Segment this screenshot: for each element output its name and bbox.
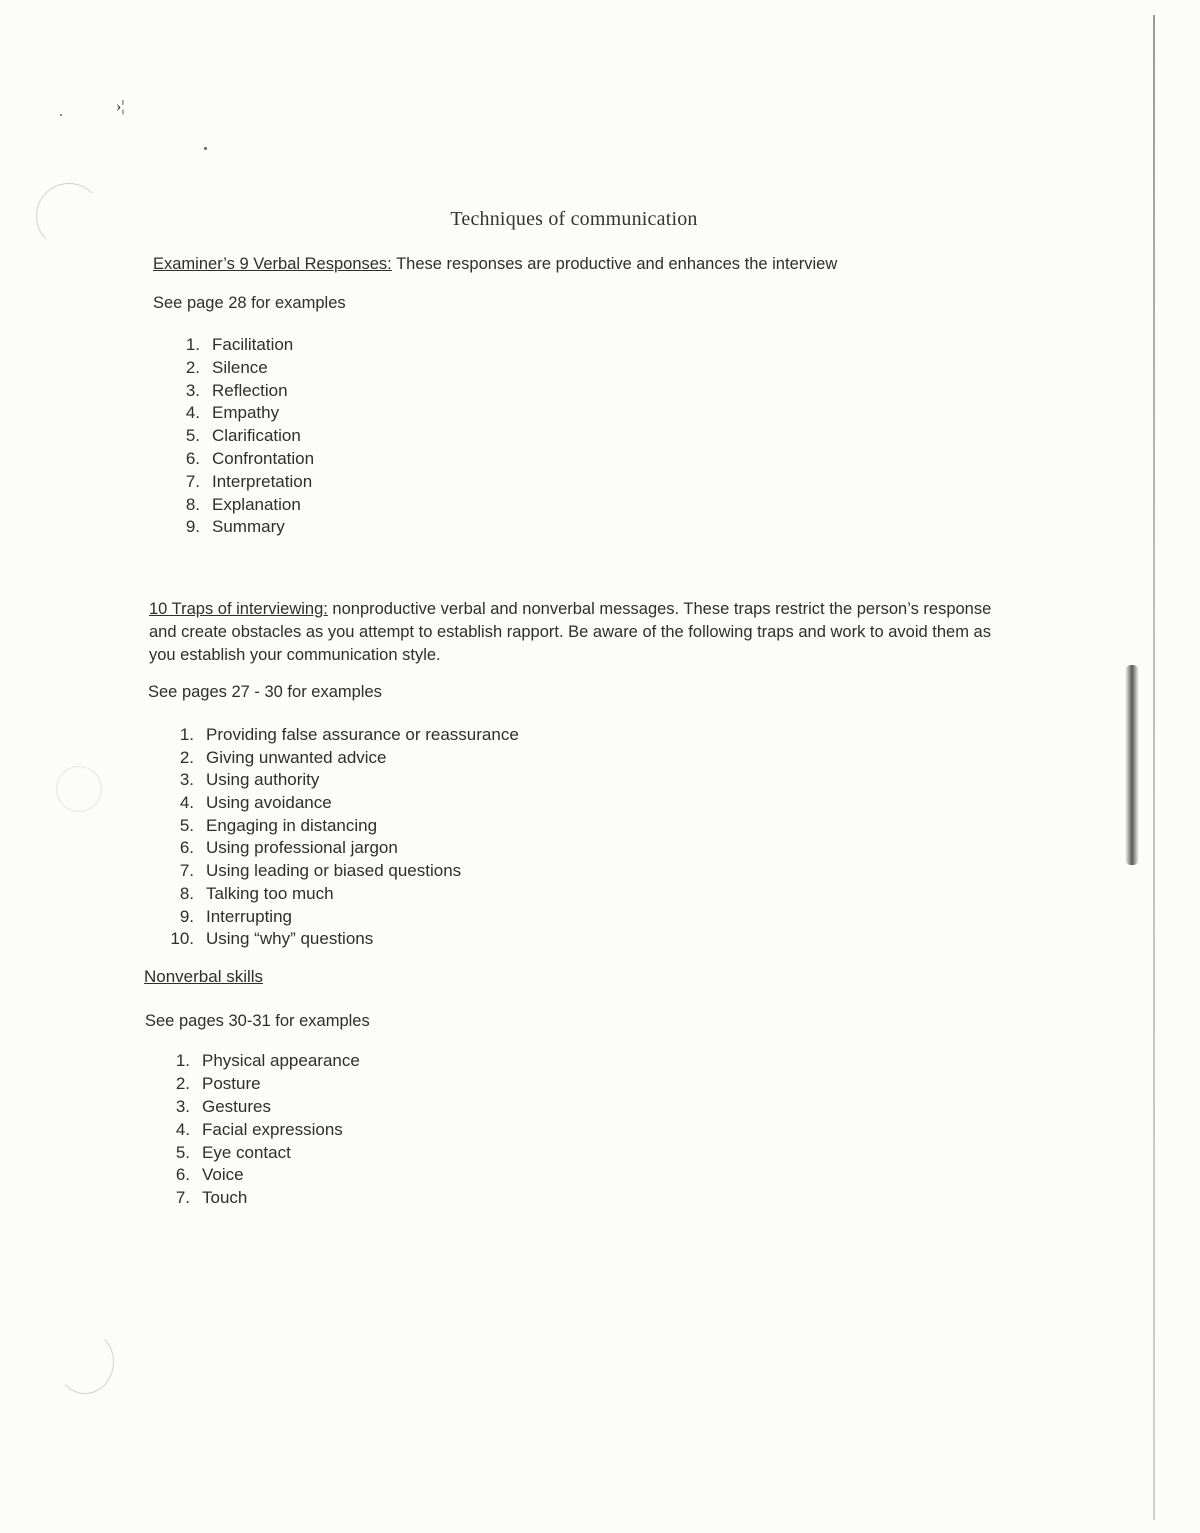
list-item-number: 10.	[170, 929, 194, 949]
list-item-label: Facilitation	[212, 335, 294, 354]
list-item-number: 6.	[175, 1165, 190, 1185]
list-item-number: 8.	[185, 494, 200, 514]
list-item	[158, 1073, 360, 1096]
section1-see-pages: See page 28 for examples	[153, 294, 346, 312]
list-item	[168, 334, 314, 357]
list-item-number: 5.	[175, 1142, 190, 1162]
list-item-label: Confrontation	[212, 448, 315, 468]
list-item-label: Interpretation	[212, 471, 313, 491]
list-item-label: Engaging in distancing	[206, 815, 378, 835]
list-item	[162, 792, 519, 815]
list-item-label: Facial expressions	[202, 1119, 343, 1139]
stray-pen-mark: ›¦	[116, 98, 125, 115]
section2-intro	[149, 598, 1009, 667]
list-item	[162, 724, 519, 747]
list-item-number: 1.	[175, 1051, 190, 1070]
list-item-number: 3.	[175, 1096, 190, 1116]
list-item-number: 4.	[185, 403, 200, 423]
list-item-number: 7.	[175, 1188, 190, 1208]
list-item	[162, 928, 519, 951]
hole-punch-mark	[56, 766, 102, 812]
list-item-label: Summary	[212, 517, 285, 537]
section3-heading: Nonverbal skills	[144, 967, 264, 986]
list-item-label: Talking too much	[206, 883, 334, 903]
list-item-number: 3.	[185, 380, 200, 400]
list-item-number: 7.	[185, 471, 200, 491]
list-item-label: Explanation	[212, 494, 301, 514]
list-item-number: 8.	[179, 883, 194, 903]
verbal-responses-list	[168, 334, 314, 539]
list-item-label: Using authority	[206, 770, 320, 790]
list-item-label: Silence	[212, 357, 268, 377]
list-item	[168, 357, 314, 380]
list-item	[158, 1096, 360, 1119]
list-item-number: 5.	[185, 426, 200, 446]
section1-heading: Examiner’s 9 Verbal Responses:	[153, 255, 392, 273]
list-item-label: Using leading or biased questions	[206, 861, 462, 881]
list-item	[168, 516, 314, 539]
section2-heading: 10 Traps of interviewing:	[149, 600, 328, 618]
section2-see-pages: See pages 27 - 30 for examples	[148, 683, 382, 701]
list-item-number: 5.	[179, 815, 194, 835]
list-item-label: Empathy	[212, 403, 280, 423]
list-item	[168, 425, 314, 448]
list-item-number: 6.	[179, 838, 194, 858]
list-item-label: Clarification	[212, 426, 301, 446]
page-edge-shadow	[1153, 15, 1155, 1520]
list-item	[168, 402, 314, 425]
scan-speck	[204, 147, 207, 150]
list-item-label: Using avoidance	[206, 793, 332, 813]
list-item-number: 2.	[185, 357, 200, 377]
list-item	[158, 1187, 360, 1210]
scan-speck	[60, 114, 62, 116]
list-item	[168, 448, 314, 471]
section3-see-pages: See pages 30-31 for examples	[145, 1012, 370, 1030]
list-item-number: 4.	[175, 1119, 190, 1139]
hole-punch-mark	[56, 1330, 114, 1394]
list-item	[162, 769, 519, 792]
list-item	[158, 1050, 360, 1073]
interview-traps-list	[162, 724, 519, 951]
list-item	[168, 380, 314, 403]
list-item	[162, 860, 519, 883]
scan-smudge	[1125, 665, 1139, 865]
section1-description: These responses are productive and enhances the interview	[391, 255, 838, 273]
list-item-number: 2.	[175, 1073, 190, 1093]
list-item-label: Using “why” questions	[206, 929, 374, 949]
list-item-number: 1.	[179, 725, 194, 744]
list-item-label: Interrupting	[206, 906, 292, 926]
list-item	[168, 494, 314, 517]
list-item-label: Providing false assurance or reassurance	[206, 725, 519, 744]
list-item-label: Reflection	[212, 380, 288, 400]
page-title: Techniques of communication	[450, 208, 698, 230]
list-item	[162, 747, 519, 770]
list-item	[162, 815, 519, 838]
list-item	[158, 1164, 360, 1187]
section1-intro	[153, 255, 837, 274]
list-item-label: Touch	[202, 1188, 248, 1208]
list-item-number: 3.	[179, 770, 194, 790]
list-item-number: 7.	[179, 861, 194, 881]
list-item-label: Gestures	[202, 1096, 271, 1116]
list-item-number: 9.	[185, 517, 200, 537]
list-item-number: 1.	[185, 335, 200, 354]
list-item-label: Voice	[202, 1165, 244, 1185]
list-item	[162, 837, 519, 860]
list-item-label: Giving unwanted advice	[206, 747, 387, 767]
list-item-number: 2.	[179, 747, 194, 767]
section2-description: nonproductive verbal and nonverbal messages. These traps restrict the person’s response and create obstacles as you attempt to establish rapport. Be aware of the following traps and work to avoid them as you establish your communication style.	[149, 600, 992, 664]
list-item-number: 4.	[179, 793, 194, 813]
list-item-label: Using professional jargon	[206, 838, 398, 858]
list-item-label: Physical appearance	[202, 1051, 360, 1070]
list-item	[158, 1119, 360, 1142]
list-item-label: Eye contact	[202, 1142, 291, 1162]
list-item-label: Posture	[202, 1073, 261, 1093]
list-item-number: 9.	[179, 906, 194, 926]
list-item	[168, 471, 314, 494]
nonverbal-skills-list	[158, 1050, 360, 1210]
list-item	[162, 883, 519, 906]
list-item	[162, 906, 519, 929]
list-item	[158, 1142, 360, 1165]
list-item-number: 6.	[185, 448, 200, 468]
